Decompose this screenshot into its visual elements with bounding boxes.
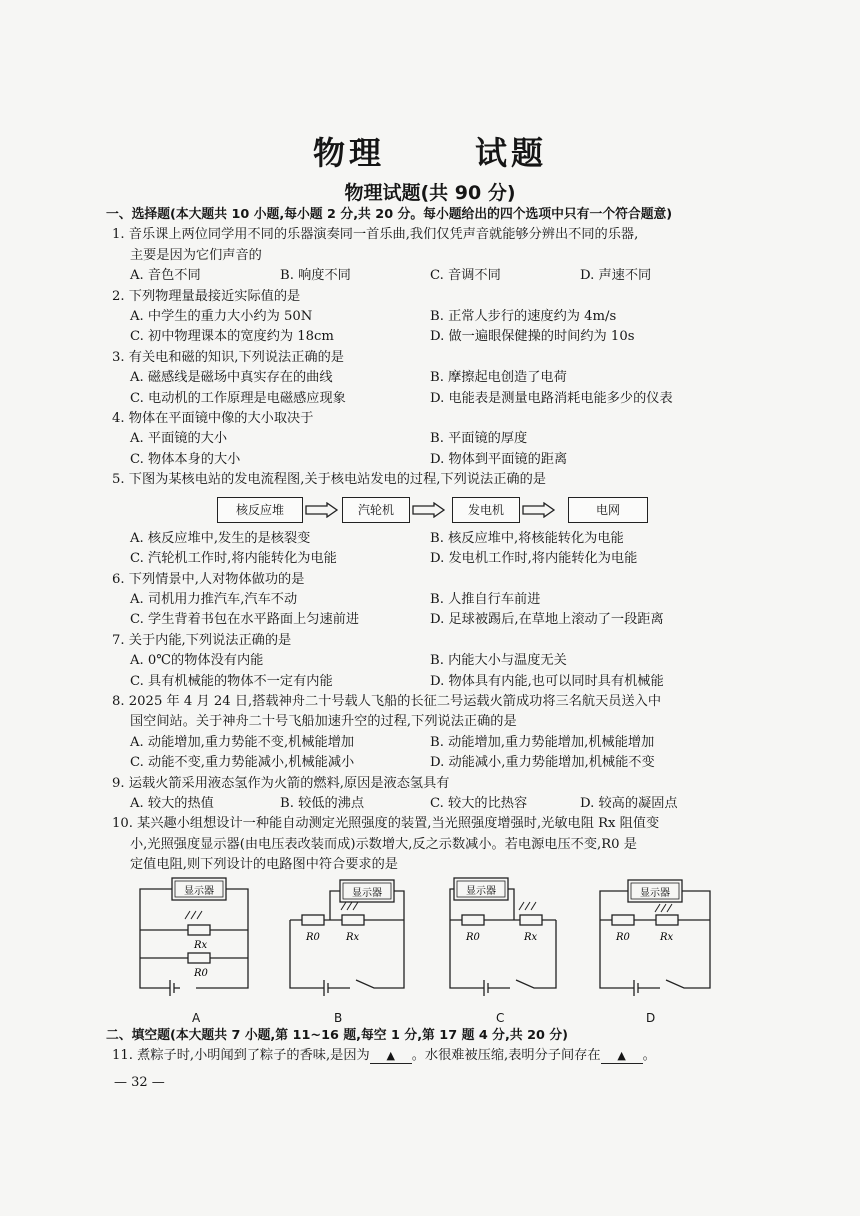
option-d: D. 物体具有内能,也可以同时具有机械能	[430, 673, 664, 689]
flow-box-generator: 发电机	[452, 497, 520, 523]
display-label: 显示器	[184, 885, 214, 897]
option-a: A. 平面镜的大小	[130, 431, 228, 447]
question-5	[112, 470, 752, 569]
r0-label: R0	[616, 931, 630, 943]
q11-text-3: 。	[642, 1048, 656, 1063]
arrow-right-icon	[305, 502, 339, 518]
option-a: A. 磁感线是磁场中真实存在的曲线	[130, 370, 333, 386]
question-8	[112, 692, 752, 774]
circuit-c-caption: C	[496, 1010, 505, 1025]
question-stem: 6. 下列情景中,人对物体做功的是	[112, 571, 305, 587]
option-c: C. 较大的比热容	[430, 795, 528, 811]
options	[112, 266, 752, 286]
question-stem-cont: 定值电阻,则下列设计的电路图中符合要求的是	[130, 857, 398, 873]
display-label: 显示器	[466, 885, 496, 897]
option-d: D. 足球被踢后,在草地上滚动了一段距离	[430, 612, 664, 628]
question-9	[112, 774, 752, 815]
option-d: D. 物体到平面镜的距离	[430, 451, 568, 467]
question-stem: 9. 运载火箭采用液态氢作为火箭的燃料,原因是液态氢具有	[112, 775, 450, 791]
question-stem: 5. 下图为某核电站的发电流程图,关于核电站发电的过程,下列说法正确的是	[112, 472, 546, 488]
question-stem: 4. 物体在平面镜中像的大小取决于	[112, 411, 314, 427]
option-b: B. 内能大小与温度无关	[430, 653, 567, 669]
page-number: — 32 —	[114, 1075, 165, 1090]
options	[112, 368, 752, 409]
circuit-diagrams	[112, 876, 752, 1026]
question-7	[112, 631, 752, 692]
question-6	[112, 570, 752, 631]
question-stem: 10. 某兴趣小组想设计一种能自动测定光照强度的装置,当光照强度增强时,光敏电阻 Rx 阻值变	[112, 816, 660, 832]
option-b: B. 人推自行车前进	[430, 591, 541, 607]
circuit-a-caption: A	[192, 1010, 201, 1025]
r0-label: R0	[306, 931, 320, 943]
option-d: D. 动能减小,重力势能增加,机械能不变	[430, 755, 655, 771]
question-11	[112, 1046, 752, 1066]
option-c: C. 动能不变,重力势能减小,机械能减小	[130, 755, 355, 771]
question-stem: 1. 音乐课上两位同学用不同的乐器演奏同一首乐曲,我们仅凭声音就能够分辨出不同的乐器,	[112, 227, 639, 243]
question-stem: 3. 有关电和磁的知识,下列说法正确的是	[112, 349, 344, 365]
arrow-right-icon	[412, 502, 446, 518]
flow-diagram	[112, 491, 752, 527]
r0-label: R0	[466, 931, 480, 943]
option-a: A. 音色不同	[130, 268, 201, 284]
question-3	[112, 348, 752, 409]
circuit-d-diagram	[594, 876, 724, 1006]
option-a: A. 核反应堆中,发生的是核裂变	[130, 530, 311, 546]
option-c: C. 音调不同	[430, 268, 501, 284]
section-heading-choice: 一、选择题(本大题共 10 小题,每小题 2 分,共 20 分。每小题给出的四个选项中只有一个符合题意)	[106, 207, 673, 222]
circuit-d-caption: D	[646, 1010, 656, 1025]
option-b: B. 摩擦起电创造了电荷	[430, 370, 567, 386]
question-stem: 2. 下列物理量最接近实际值的是	[112, 288, 301, 304]
flow-box-reactor: 核反应堆	[217, 497, 303, 523]
question-10	[112, 814, 752, 875]
circuit-b-diagram	[284, 876, 414, 1006]
question-1	[112, 225, 752, 286]
answer-blank-2[interactable]: ▲	[601, 1049, 643, 1064]
question-4	[112, 409, 752, 470]
option-c: C. 电动机的工作原理是电磁感应现象	[130, 390, 346, 406]
q11-text-2: 。水很难被压缩,表明分子间存在	[411, 1048, 601, 1063]
section-heading-fill: 二、填空题(本大题共 7 小题,第 11~16 题,每空 1 分,第 17 题 4 分,共 20 分)	[106, 1027, 569, 1043]
option-d: D. 电能表是测量电路消耗电能多少的仪表	[430, 390, 673, 406]
options	[112, 651, 752, 692]
circuit-b	[284, 876, 414, 1025]
option-c: C. 汽轮机工作时,将内能转化为电能	[130, 551, 337, 567]
circuit-c	[444, 876, 574, 1025]
option-b: B. 动能增加,重力势能增加,机械能增加	[430, 734, 655, 750]
option-c: C. 学生背着书包在水平路面上匀速前进	[130, 612, 360, 628]
option-d: D. 声速不同	[580, 268, 652, 284]
flow-box-grid: 电网	[568, 497, 648, 523]
r0-label: R0	[194, 967, 208, 979]
display-label: 显示器	[352, 887, 382, 899]
option-a: A. 中学生的重力大小约为 50N	[130, 309, 313, 325]
page-subtitle: 物理试题(共 90 分)	[344, 182, 516, 204]
display-label: 显示器	[640, 887, 670, 899]
options	[112, 590, 752, 631]
circuit-a	[134, 876, 264, 1025]
option-b: B. 核反应堆中,将核能转化为电能	[430, 530, 624, 546]
arrow-right-icon	[522, 502, 556, 518]
option-a: A. 司机用力推汽车,汽车不动	[130, 591, 298, 607]
question-stem-cont: 主要是因为它们声音的	[130, 247, 262, 263]
rx-label: Rx	[194, 939, 208, 951]
question-stem: 7. 关于内能,下列说法正确的是	[112, 632, 292, 648]
option-c: C. 物体本身的大小	[130, 451, 241, 467]
circuit-b-caption: B	[334, 1010, 343, 1025]
rx-label: Rx	[346, 931, 360, 943]
circuit-a-diagram	[134, 876, 264, 1006]
question-body	[106, 205, 752, 1066]
option-d: D. 较高的凝固点	[580, 795, 678, 811]
title-left: 物理	[312, 134, 385, 172]
rx-label: Rx	[524, 931, 538, 943]
options	[112, 307, 752, 348]
option-d: D. 发电机工作时,将内能转化为电能	[430, 551, 638, 567]
option-c: C. 初中物理课本的宽度约为 18cm	[130, 329, 334, 345]
options	[112, 429, 752, 470]
option-b: B. 平面镜的厚度	[430, 431, 528, 447]
option-b: B. 响度不同	[280, 268, 351, 284]
option-a: A. 较大的热值	[130, 795, 214, 811]
circuit-d	[594, 876, 724, 1025]
rx-label: Rx	[660, 931, 674, 943]
circuit-c-diagram	[444, 876, 574, 1006]
option-b: B. 较低的沸点	[280, 795, 365, 811]
question-stem-cont: 小,光照强度显示器(由电压表改装而成)示数增大,反之示数减小。若电源电压不变,R0 是	[130, 836, 637, 852]
question-stem: 8. 2025 年 4 月 24 日,搭载神舟二十号载人飞船的长征二号运载火箭成功将三名航天员送入中	[112, 693, 662, 709]
page-title	[0, 128, 860, 174]
options	[112, 529, 752, 570]
title-right: 试题	[475, 134, 548, 172]
option-d: D. 做一遍眼保健操的时间约为 10s	[430, 329, 635, 345]
options	[112, 733, 752, 774]
question-2	[112, 287, 752, 348]
q11-text-1: 11. 煮粽子时,小明闻到了粽子的香味,是因为	[112, 1048, 370, 1063]
question-stem-cont: 国空间站。关于神舟二十号飞船加速升空的过程,下列说法正确的是	[130, 714, 517, 730]
answer-blank-1[interactable]: ▲	[370, 1049, 412, 1064]
option-a: A. 0℃的物体没有内能	[130, 653, 264, 669]
option-a: A. 动能增加,重力势能不变,机械能增加	[130, 734, 355, 750]
flow-box-turbine: 汽轮机	[342, 497, 410, 523]
option-c: C. 具有机械能的物体不一定有内能	[130, 673, 333, 689]
option-b: B. 正常人步行的速度约为 4m/s	[430, 309, 617, 325]
options	[112, 794, 752, 814]
